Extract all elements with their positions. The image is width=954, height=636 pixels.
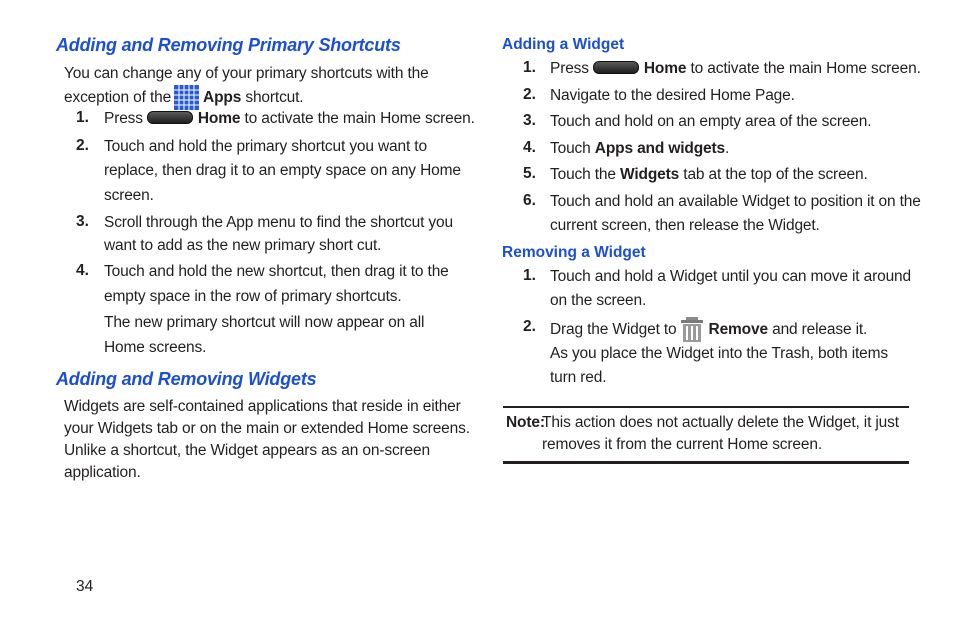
widgets-para-line-4: application. <box>64 464 141 481</box>
widgets-para-line-3: Unlike a shortcut, the Widget appears as an on-screen <box>64 442 430 459</box>
remove-step-1-line-1: Touch and hold a Widget until you can move it around <box>550 268 911 285</box>
add-step-4-text <box>550 138 729 161</box>
remove-step-2-text <box>550 317 867 342</box>
add-step-5-bold: Widgets <box>620 166 680 183</box>
note-bottom-rule <box>503 461 909 464</box>
add-step-6-number: 6. <box>523 192 536 209</box>
left-step-3-line-2: want to add as the new primary short cut. <box>104 237 382 254</box>
note-line-1: This action does not actually delete the Widget, it just <box>542 414 899 431</box>
add-step-2-text: Navigate to the desired Home Page. <box>550 87 795 104</box>
left-step-1-number: 1. <box>76 109 89 126</box>
add-step-5-post: tab at the top of the screen. <box>679 166 868 183</box>
add-step-4-bold: Apps and widgets <box>594 140 726 157</box>
add-step-6-line-1: Touch and hold an available Widget to position it on the <box>550 193 921 210</box>
note-label: Note: <box>506 414 545 431</box>
left-step-1-pre: Press <box>104 110 143 127</box>
left-step-1-text <box>104 108 475 131</box>
heading-adding-widget: Adding a Widget <box>502 36 625 53</box>
left-step-3-number: 3. <box>76 213 89 230</box>
home-button-icon <box>147 111 193 124</box>
add-step-3-text: Touch and hold on an empty area of the screen. <box>550 113 872 130</box>
remove-step-2-bold: Remove <box>708 321 768 338</box>
left-step-2-line-2: replace, then drag it to an empty space on any Home <box>104 162 461 179</box>
note-top-rule <box>503 406 909 408</box>
left-step-1-home: Home <box>197 110 241 127</box>
left-step-3-line-1: Scroll through the App menu to find the shortcut you <box>104 214 453 231</box>
left-step-4-line-1: Touch and hold the new shortcut, then drag it to the <box>104 263 449 280</box>
widgets-para-line-2: your Widgets tab or on the main or extended Home screens. <box>64 420 470 437</box>
heading-removing-widget: Removing a Widget <box>502 244 646 261</box>
home-button-icon <box>593 61 639 74</box>
remove-step-1-number: 1. <box>523 267 536 284</box>
remove-step-2-pre: Drag the Widget to <box>550 321 677 338</box>
add-step-4-number: 4. <box>523 139 536 156</box>
add-step-1-post: to activate the main Home screen. <box>686 60 921 77</box>
remove-note-line-1: As you place the Widget into the Trash, both items <box>550 345 888 362</box>
trash-icon <box>681 317 703 342</box>
intro-apps-label: Apps <box>203 89 242 106</box>
add-step-5-number: 5. <box>523 165 536 182</box>
left-step-2-line-1: Touch and hold the primary shortcut you want to <box>104 138 427 155</box>
left-step-2-number: 2. <box>76 137 89 154</box>
add-step-4-post: . <box>725 140 730 157</box>
intro-line-2 <box>64 85 303 110</box>
intro-line-2-post: shortcut. <box>241 89 304 106</box>
add-step-1-text <box>550 58 921 81</box>
left-step-4-note-line-2: Home screens. <box>104 339 207 356</box>
left-step-2-line-3: screen. <box>104 187 154 204</box>
add-step-4-pre: Touch <box>550 140 595 157</box>
add-step-1-home: Home <box>643 60 687 77</box>
add-step-3-number: 3. <box>523 112 536 129</box>
heading-primary-shortcuts: Adding and Removing Primary Shortcuts <box>56 35 401 55</box>
remove-step-1-line-2: on the screen. <box>550 292 647 309</box>
add-step-2-number: 2. <box>523 86 536 103</box>
left-step-1-post: to activate the main Home screen. <box>240 110 475 127</box>
add-step-1-pre: Press <box>550 60 589 77</box>
add-step-5-pre: Touch the <box>550 166 621 183</box>
add-step-5-text <box>550 164 868 187</box>
left-step-4-note-line-1: The new primary shortcut will now appear on all <box>104 314 425 331</box>
widgets-para-line-1: Widgets are self-contained applications that reside in either <box>64 398 461 415</box>
heading-widgets: Adding and Removing Widgets <box>56 369 317 389</box>
page-number: 34 <box>76 578 94 595</box>
apps-grid-icon <box>174 85 199 110</box>
note-line-2: removes it from the current Home screen. <box>542 436 822 453</box>
intro-line-2-pre: exception of the <box>64 89 172 106</box>
intro-line-1: You can change any of your primary shortcuts with the <box>64 65 429 82</box>
remove-step-2-number: 2. <box>523 318 536 335</box>
remove-note-line-2: turn red. <box>550 369 607 386</box>
add-step-6-line-2: current screen, then release the Widget. <box>550 217 820 234</box>
left-step-4-number: 4. <box>76 262 89 279</box>
left-step-4-line-2: empty space in the row of primary shortcuts. <box>104 288 402 305</box>
remove-step-2-post: and release it. <box>767 321 868 338</box>
add-step-1-number: 1. <box>523 59 536 76</box>
